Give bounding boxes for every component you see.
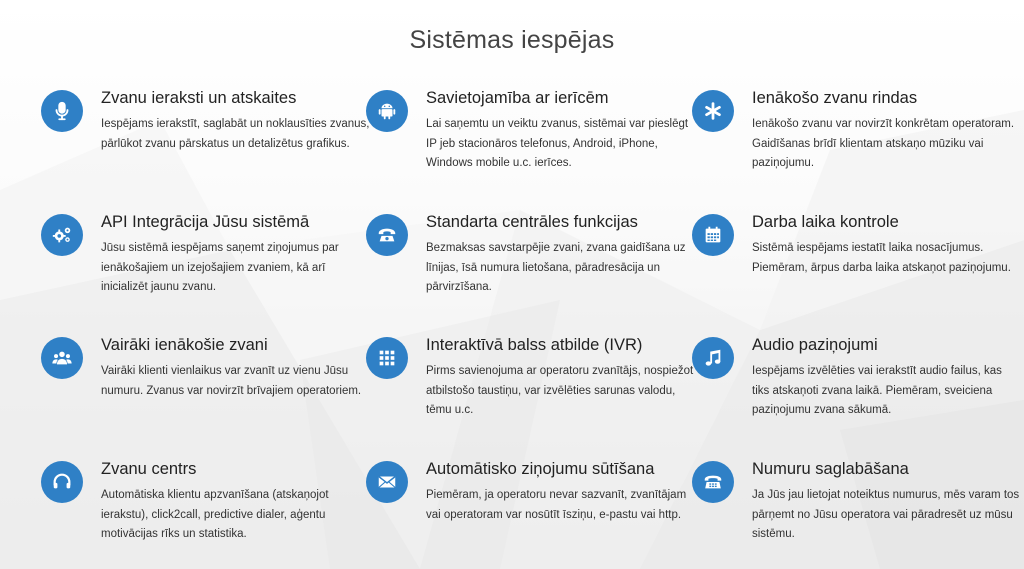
feature-description: Vairāki klienti vienlaikus var zvanīt uz vienu Jūsu numuru. Zvanus var novirzīt brīvajiem operatoriem. (101, 365, 362, 397)
feature-description: Iespējams ierakstīt, saglabāt un noklausīties zvanus, pārlūkot zvanu pārskatus un detalizētus grafikus. (101, 118, 370, 150)
asterisk-icon (692, 90, 734, 132)
calendar-icon (692, 214, 734, 256)
headset-icon (41, 461, 83, 503)
envelope-icon (366, 461, 408, 503)
android-icon (366, 90, 408, 132)
feature-title: Savietojamība ar ierīcēm (426, 89, 609, 107)
feature-description: Jūsu sistēmā iespējams saņemt ziņojumus par ienākošajiem un izejošajiem zvaniem, kā arī inicializēt jaunu zvanu. (101, 242, 339, 293)
microphone-icon (41, 90, 83, 132)
feature-title: Numuru saglabāšana (752, 460, 909, 478)
feature-title: Standarta centrāles funkcijas (426, 213, 638, 231)
feature-title: Vairāki ienākošie zvani (101, 336, 268, 354)
feature-title: Interaktīvā balss atbilde (IVR) (426, 336, 643, 354)
section-title: Sistēmas iespējas (409, 26, 615, 54)
desk-phone-icon (692, 461, 734, 503)
feature-description: Ja Jūs jau lietojat noteiktus numurus, mēs varam tos pārņemt no Jūsu operatora vai pāradresēt uz mūsu sistēmu. (752, 489, 1020, 540)
feature-description: Automātiska klientu apzvanīšana (atskaņojot ierakstu), click2call, predictive dialer, aģentu motivācijas rīks un statistika. (101, 489, 329, 540)
feature-title: Audio paziņojumi (752, 336, 878, 354)
users-icon (41, 337, 83, 379)
keypad-icon (366, 337, 408, 379)
feature-title: API Integrācija Jūsu sistēmā (101, 213, 310, 231)
feature-description: Iespējams izvēlēties vai ierakstīt audio failus, kas tiks atskaņoti zvana laikā. Piemēram, sveiciena paziņojumu zvana sākumā. (752, 365, 1002, 416)
feature-description: Ienākošo zvanu var novirzīt konkrētam operatoram. Gaidīšanas brīdī klientam atskaņo mūziku vai paziņojumu. (752, 118, 1015, 169)
feature-title: Automātisko ziņojumu sūtīšana (426, 460, 655, 478)
feature-description: Sistēmā iespējams iestatīt laika nosacījumus. Piemēram, ārpus darba laika atskaņot paziņojumu. (752, 242, 1011, 274)
feature-title: Zvanu centrs (101, 460, 197, 478)
feature-description: Pirms savienojuma ar operatoru zvanītājs, nospiežot atbilstošo taustiņu, var izvēlēties sarunas valodu, tēmu u.c. (426, 365, 694, 416)
feature-description: Bezmaksas savstarpējie zvani, zvana gaidīšana uz līnijas, īsā numura lietošana, pāradresācija un pārvirzīšana. (426, 242, 686, 293)
feature-title: Ienākošo zvanu rindas (752, 89, 918, 107)
phone-icon (366, 214, 408, 256)
gears-icon (41, 214, 83, 256)
feature-title: Darba laika kontrole (752, 213, 899, 231)
feature-description: Piemēram, ja operatoru nevar sazvanīt, zvanītājam vai operatoram var nosūtīt īsziņu, e-pastu vai http. (426, 489, 687, 521)
feature-title: Zvanu ieraksti un atskaites (101, 89, 297, 107)
music-note-icon (692, 337, 734, 379)
feature-description: Lai saņemtu un veiktu zvanus, sistēmai var pieslēgt IP jeb stacionāros telefonus, Android, iPhone, Windows mobile u.c. ierīces. (426, 118, 689, 169)
